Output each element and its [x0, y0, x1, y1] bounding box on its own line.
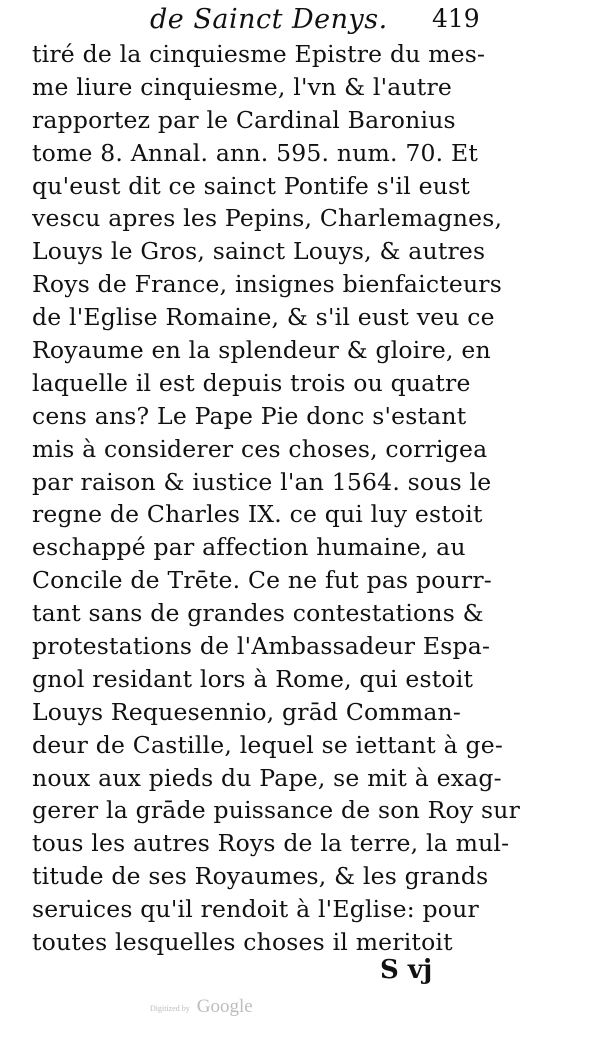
- signature-mark: S vj: [380, 955, 433, 985]
- text-line: Roys de France, insignes bienfaicteurs: [32, 270, 502, 299]
- text-line: me liure cinquiesme, l'vn & l'autre: [32, 72, 452, 101]
- text-line: regne de Charles IX. ce qui luy estoit: [32, 500, 483, 529]
- text-line: Louys Requesennio, grād Comman-: [32, 697, 462, 726]
- text-line: de l'Eglise Romaine, & s'il eust veu ce: [32, 303, 495, 332]
- text-line: eschappé par affection humaine, au: [32, 533, 466, 562]
- body-text: [32, 38, 532, 959]
- text-line: gerer la grāde puissance de son Roy sur: [32, 796, 521, 825]
- text-line: toutes lesquelles choses il meritoit: [32, 928, 453, 957]
- text-line: Louys le Gros, sainct Louys, & autres: [32, 237, 486, 266]
- page-number: 419: [432, 4, 480, 33]
- text-line: tome 8. Annal. ann. 595. num. 70. Et: [32, 138, 479, 167]
- text-line: protestations de l'Ambassadeur Espa-: [32, 632, 491, 661]
- text-line: vescu apres les Pepins, Charlemagnes,: [32, 204, 503, 233]
- google-logo: Google: [196, 996, 253, 1017]
- google-watermark: [150, 996, 253, 1018]
- text-line: titude de ses Royaumes, & les grands: [32, 862, 489, 891]
- text-line: par raison & iustice l'an 1564. sous le: [32, 467, 492, 496]
- text-line: noux aux pieds du Pape, se mit à exag-: [32, 763, 502, 792]
- watermark-prefix: Digitized by: [150, 1003, 190, 1013]
- text-line: tant sans de grandes contestations &: [32, 599, 484, 628]
- page-header: [150, 4, 550, 40]
- text-line: Concile de Trēte. Ce ne fut pas pourr-: [32, 566, 492, 595]
- running-head: de Sainct Denys.: [150, 4, 388, 35]
- text-line: Royaume en la splendeur & gloire, en: [32, 336, 491, 365]
- text-line: deur de Castille, lequel se iettant à ge-: [32, 730, 503, 759]
- text-line: gnol residant lors à Rome, qui estoit: [32, 664, 474, 693]
- text-line: cens ans? Le Pape Pie donc s'estant: [32, 401, 467, 430]
- text-line: mis à considerer ces choses, corrigea: [32, 434, 488, 463]
- text-line: laquelle il est depuis trois ou quatre: [32, 368, 471, 397]
- text-line: tous les autres Roys de la terre, la mul-: [32, 829, 510, 858]
- text-line: rapportez par le Cardinal Baronius: [32, 105, 456, 134]
- text-line: seruices qu'il rendoit à l'Eglise: pour: [32, 895, 479, 924]
- text-line: tiré de la cinquiesme Epistre du mes-: [32, 40, 486, 68]
- text-line: qu'eust dit ce sainct Pontife s'il eust: [32, 171, 471, 200]
